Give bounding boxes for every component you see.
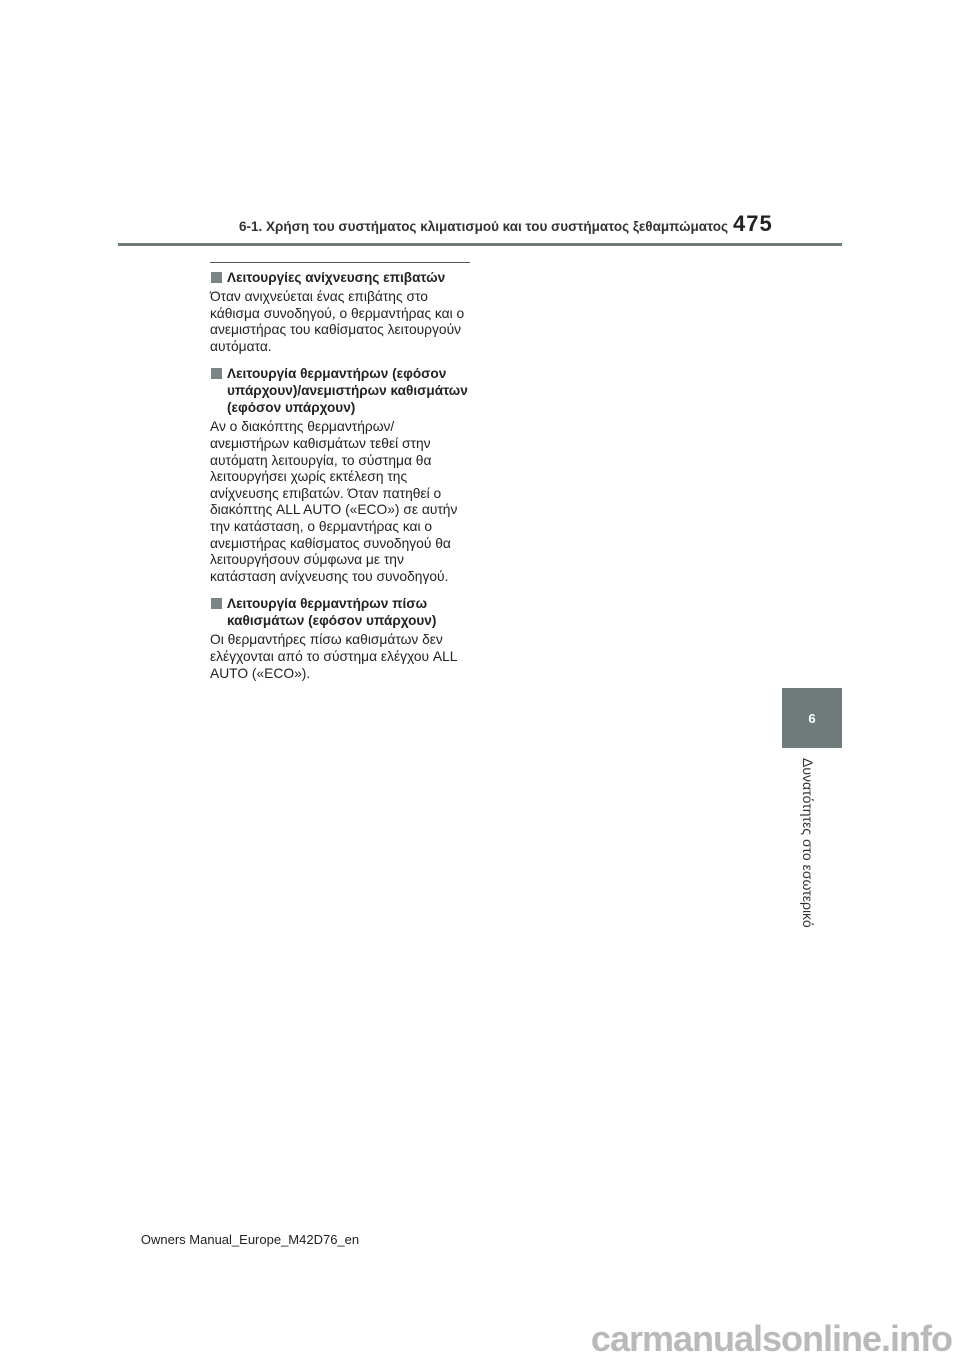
section-body: Οι θερμαντήρες πίσω καθισμάτων δεν ελέγχονται από το σύστημα ελέγχου ALL AUTO («ECO»). — [210, 632, 457, 681]
section-heading — [210, 595, 470, 629]
chapter-number: 6 — [808, 710, 816, 726]
section-body: Όταν ανιχνεύεται ένας επιβάτης στο κάθισμα συνοδηγού, ο θερμαντήρας και ο ανεμιστήρας του καθίσματος λειτουργούν αυτόματα. — [210, 289, 465, 354]
content-divider — [210, 262, 470, 263]
section-body: Αν ο διακόπτης θερμαντήρων/ανεμιστήρων καθισμάτων τεθεί στην αυτόματη λειτουργία, το σύστημα θα λειτουργήσει χωρίς εκτέλεση της ανίχνευσης επιβατών. Όταν πατηθεί ο διακόπτης ALL AUTO («ECO») σε αυτήν την κατάσταση, ο θερμαντήρας και ο ανεμιστήρας καθίσματος συνοδηγού θα λειτουργήσουν σύμφωνα με την κατάσταση ανίχνευσης του συνοδηγού. — [210, 419, 458, 584]
chapter-tab[interactable] — [782, 688, 842, 748]
footer-manual-id: Owners Manual_Europe_M42D76_en — [140, 1232, 360, 1247]
chapter-title: Δυνατότητες στο εσωτερικό — [800, 758, 816, 928]
page-number: 475 — [733, 211, 773, 236]
square-bullet-icon — [211, 598, 222, 609]
section-heading — [210, 365, 470, 416]
section-seat-heaters-fans — [210, 365, 470, 585]
section-heading-text: Λειτουργία θερμαντήρων (εφόσον υπάρχουν)/ανεμιστήρων καθισμάτων (εφόσον υπάρχουν) — [227, 366, 468, 416]
section-rear-seat-heaters — [210, 595, 470, 682]
square-bullet-icon — [211, 272, 222, 283]
header-title: 6-1. Χρήση του συστήματος κλιματισμού και του συστήματος ξεθαμπώματος — [239, 219, 728, 234]
section-heading-text: Λειτουργίες ανίχνευσης επιβατών — [227, 270, 446, 285]
section-heading-text: Λειτουργία θερμαντήρων πίσω καθισμάτων (εφόσον υπάρχουν) — [227, 596, 437, 629]
square-bullet-icon — [211, 368, 222, 379]
header-divider — [118, 243, 842, 246]
section-heading — [210, 269, 470, 286]
section-passenger-detection — [210, 269, 470, 355]
watermark-logo: carmanualsonline.info — [590, 1318, 952, 1359]
main-content — [210, 262, 470, 692]
